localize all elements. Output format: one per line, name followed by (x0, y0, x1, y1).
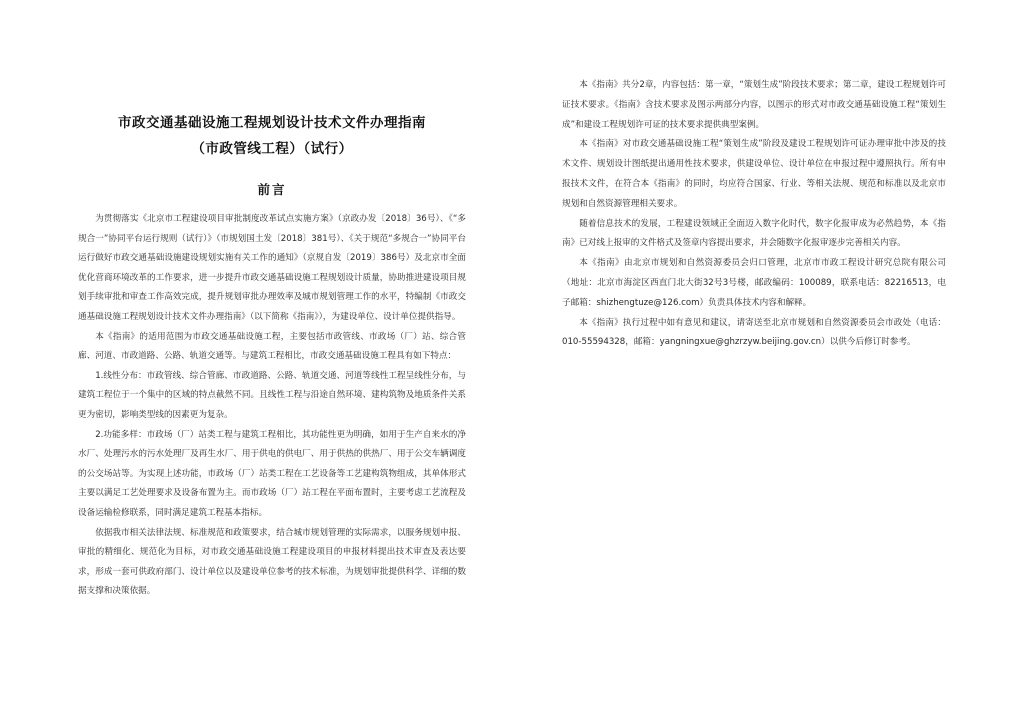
paragraph: 本《指南》执行过程中如有意见和建议，请寄送至北京市规划和自然资源委员会市政处（电话：010-55594328，邮箱：yangningxue@ghzrzyw.beijing.gov.cn）以供今后修订时参考。 (562, 317, 946, 348)
paragraph: 本《指南》由北京市规划和自然资源委员会归口管理，北京市市政工程设计研究总院有限公司（地址：北京市海淀区西直门北大街32号3号楼，邮政编码：100089，联系电话：82216513，电子邮箱：shizhengtuze@126.com）负责具体技术内容和解释。 (562, 258, 946, 308)
document-subtitle: （市政管线工程）（试行） (191, 141, 353, 157)
paragraph: 为贯彻落实《北京市工程建设项目审批制度改革试点实施方案》（京政办发〔2018〕36号）、《“多规合一”协同平台运行规则（试行）》（市规划国土发〔2018〕381号）、《关于规范“多规合一”协同平台运行做好市政交通基础设施建设规划实施有关工作的通知》（京规自发〔2019〕386号）及北京市全面优化营商环境改革的工作要求，进一步提升市政交通基础设施工程规划设计质量，协助推进建设项目规划手续审批和审查工作高效完成，提升规划审批办理效率及城市规划管理工作的水平，特编制《市政交通基础设施工程规划设计技术文件办理指南》（以下简称《指南》），为建设单位、设计单位提供指导。 (78, 214, 466, 322)
paragraph: 2.功能多样：市政场（厂）站类工程与建筑工程相比，其功能性更为明确，如用于生产自来水的净水厂、处理污水的污水处理厂及再生水厂、用于供电的供电厂、用于供热的供热厂、用于公交车辆调度的公交场站等。为实现上述功能，市政场（厂）站类工程在工艺设备等工艺建构筑物组成，其单体形式主要以满足工艺处理要求及设备布置为主。而市政场（厂）站工程在平面布置时，主要考虑工艺流程及设备运输检修联系，同时满足建筑工程基本指标。 (78, 429, 466, 518)
paragraph: 随着信息技术的发展，工程建设领域正全面迈入数字化时代，数字化报审成为必然趋势，本《指南》已对线上报审的文件格式及签章内容提出要求，并会随数字化报审逐步完善相关内容。 (562, 218, 946, 249)
paragraph: 本《指南》对市政交通基础设施工程“策划生成”阶段及建设工程规划许可证办理审批中涉及的技术文件、规划设计图纸提出通用性技术要求，供建设单位、设计单位在申报过程中遵照执行。所有申报技术文件，在符合本《指南》的同时，均应符合国家、行业、等相关法规、规范和标准以及北京市规划和自然资源管理相关要求。 (562, 139, 946, 209)
paragraph: 依据我市相关法律法规、标准规范和政策要求，结合城市规划管理的实际需求，以服务规划申报、审批的精细化、规范化为目标，对市政交通基础设施工程建设项目的申报材料提出技术审查及表达要求，形成一套可供政府部门、设计单位以及建设单位参考的技术标准，为规划审批提供科学、详细的数据支撑和决策依据。 (78, 527, 466, 597)
paragraph: 本《指南》的适用范围为市政交通基础设施工程，主要包括市政管线、市政场（厂）站、综合管廊、河道、市政道路、公路、轨道交通等。与建筑工程相比，市政交通基础设施工程具有如下特点： (78, 331, 466, 362)
right-body-text (562, 76, 946, 353)
section-heading-preface: 前言 (257, 182, 287, 197)
paragraph: 1.线性分布：市政管线、综合管廊、市政道路、公路、轨道交通、河道等线性工程呈线性分布，与建筑工程位于一个集中的区域的特点截然不同。且线性工程与沿途自然环境、建构筑物及地质条件关系更为密切，影响类型线的因素更为复杂。 (78, 370, 466, 420)
paragraph: 本《指南》共分2章，内容包括：第一章，“策划生成”阶段技术要求；第二章，建设工程规划许可证技术要求。《指南》含技术要求及图示两部分内容，以图示的形式对市政交通基础设施工程“策划生成”和建设工程规划许可证的技术要求提供典型案例。 (562, 80, 946, 130)
document-title: 市政交通基础设施工程规划设计技术文件办理指南 (118, 115, 426, 131)
right-page (562, 0, 946, 724)
left-page (78, 0, 466, 724)
left-body-text (78, 210, 466, 602)
